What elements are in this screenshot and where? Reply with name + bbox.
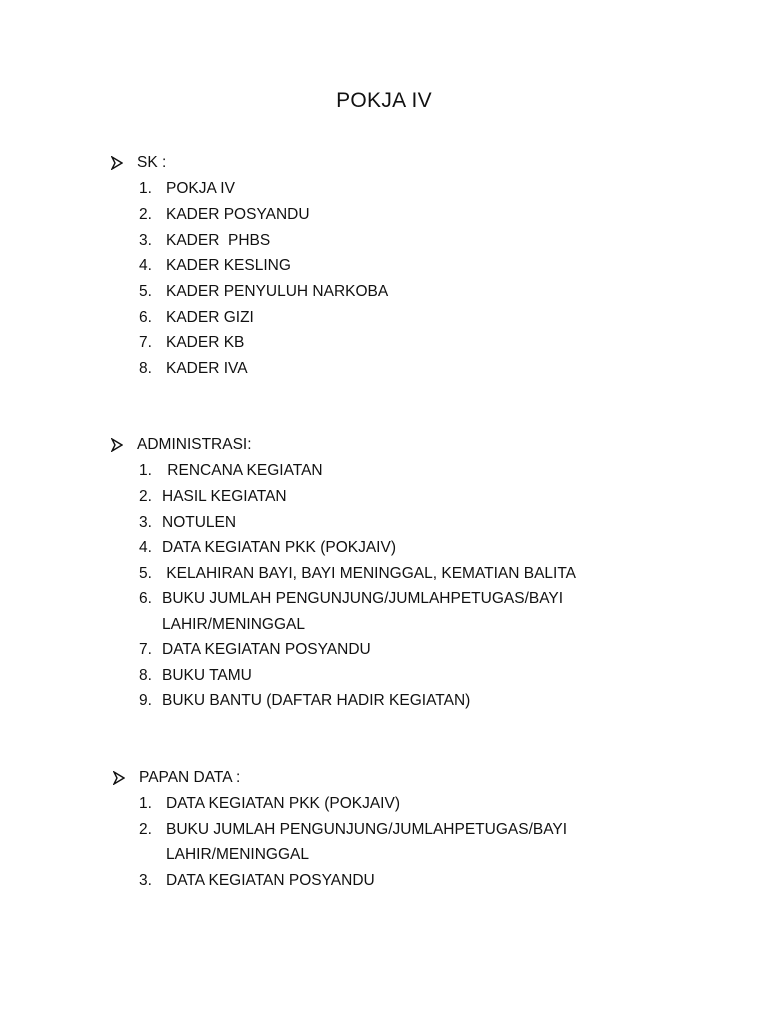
item-number: 4. (139, 257, 152, 274)
item-text: BUKU TAMU (162, 667, 252, 684)
item-text: DATA KEGIATAN POSYANDU (162, 641, 371, 658)
section-heading-label: PAPAN DATA : (139, 769, 241, 786)
item-text: BUKU BANTU (DAFTAR HADIR KEGIATAN) (162, 692, 471, 709)
item-number: 1. (139, 795, 152, 812)
item-number: 1. (139, 180, 152, 197)
item-number: 8. (139, 360, 152, 377)
item-text: KADER POSYANDU (166, 206, 310, 223)
item-text: KADER KB (166, 334, 245, 351)
arrow-bullet-icon (111, 156, 123, 170)
page-title: POKJA IV (336, 89, 432, 112)
arrow-bullet-icon (111, 438, 123, 452)
item-number: 6. (139, 590, 152, 607)
item-number: 1. (139, 462, 152, 479)
item-number: 2. (139, 206, 152, 223)
item-number: 5. (139, 565, 152, 582)
item-text: KADER PENYULUH NARKOBA (166, 283, 389, 300)
item-text: NOTULEN (162, 514, 237, 531)
item-text: LAHIR/MENINGGAL (162, 616, 305, 633)
item-number: 3. (139, 232, 152, 249)
item-text: HASIL KEGIATAN (162, 488, 287, 505)
item-text: RENCANA KEGIATAN (163, 462, 323, 479)
section-heading (111, 432, 252, 458)
item-text: LAHIR/MENINGGAL (166, 846, 309, 863)
item-number: 9. (139, 692, 152, 709)
item-number: 3. (139, 514, 152, 531)
item-text: DATA KEGIATAN PKK (POKJAIV) (166, 795, 400, 812)
item-number: 2. (139, 821, 152, 838)
item-text: POKJA IV (166, 180, 235, 197)
section-heading (113, 765, 240, 791)
item-number: 4. (139, 539, 152, 556)
item-number: 2. (139, 488, 152, 505)
item-text: KADER IVA (166, 360, 248, 377)
section-heading-label: SK : (137, 154, 167, 171)
item-text: DATA KEGIATAN PKK (POKJAIV) (162, 539, 396, 556)
item-text: KADER PHBS (166, 232, 271, 249)
item-text: DATA KEGIATAN POSYANDU (166, 872, 375, 889)
section-heading (111, 150, 166, 176)
item-number: 7. (139, 334, 152, 351)
arrow-bullet-icon (113, 771, 125, 785)
item-text: BUKU JUMLAH PENGUNJUNG/JUMLAHPETUGAS/BAYI (162, 590, 564, 607)
item-number: 7. (139, 641, 152, 658)
item-text: KELAHIRAN BAYI, BAYI MENINGGAL, KEMATIAN BALITA (162, 565, 577, 582)
item-number: 8. (139, 667, 152, 684)
item-number: 6. (139, 309, 152, 326)
item-text: KADER GIZI (166, 309, 254, 326)
section-heading-label: ADMINISTRASI: (137, 436, 252, 453)
item-text: KADER KESLING (166, 257, 291, 274)
item-number: 5. (139, 283, 152, 300)
item-number: 3. (139, 872, 152, 889)
item-text: BUKU JUMLAH PENGUNJUNG/JUMLAHPETUGAS/BAYI (166, 821, 568, 838)
